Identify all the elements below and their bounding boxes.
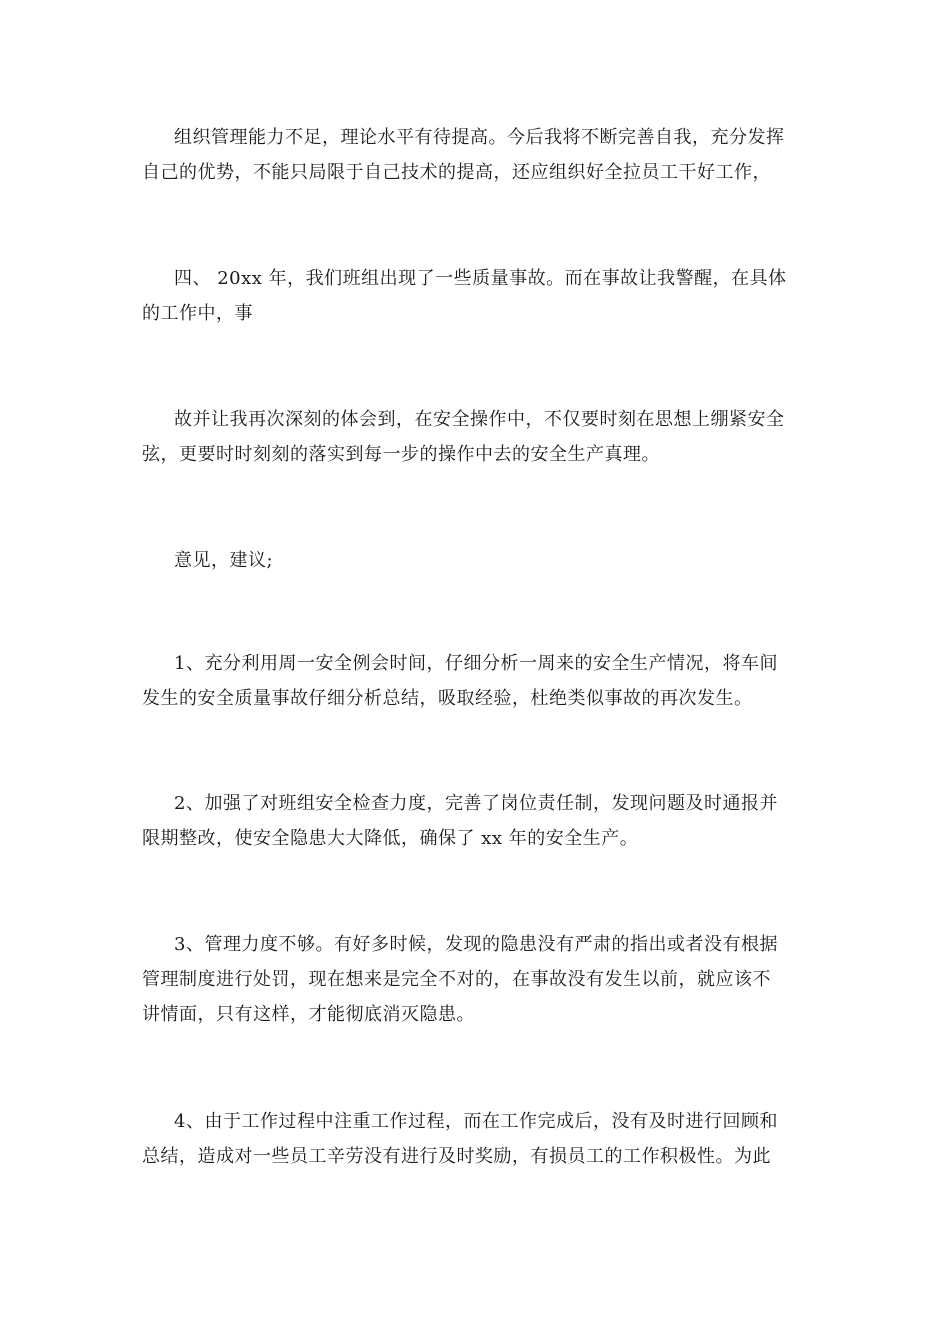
paragraph-item-4 — [142, 1104, 810, 1174]
text-line: 总结，造成对一些员工辛劳没有进行及时奖励，有损员工的工作积极性。为此 — [142, 1146, 771, 1167]
paragraph-item-2 — [142, 786, 810, 856]
text-line: 四、 20xx 年，我们班组出现了一些质量事故。而在事故让我警醒，在具体 — [174, 268, 787, 289]
text-line: 的工作中，事 — [142, 303, 253, 324]
text-line: 意见，建议; — [174, 550, 274, 571]
text-line: 管理制度进行处罚，现在想来是完全不对的，在事故没有发生以前，就应该不 — [142, 969, 771, 990]
text-line: 限期整改，使安全隐患大大降低，确保了 xx 年的安全生产。 — [142, 828, 639, 849]
text-line: 弦，更要时时刻刻的落实到每一步的操作中去的安全生产真理。 — [142, 444, 660, 465]
paragraph-management-ability — [142, 120, 810, 190]
paragraph-accident-lesson — [142, 402, 810, 472]
text-line: 3、管理力度不够。有好多时候，发现的隐患没有严肃的指出或者没有根据 — [174, 934, 778, 955]
text-line: 故并让我再次深刻的体会到，在安全操作中，不仅要时刻在思想上绷紧安全 — [174, 409, 785, 430]
text-line: 组织管理能力不足，理论水平有待提高。今后我将不断完善自我，充分发挥 — [174, 127, 785, 148]
paragraph-item-1 — [142, 646, 810, 716]
text-line: 讲情面，只有这样，才能彻底消灭隐患。 — [142, 1004, 475, 1025]
text-line: 发生的安全质量事故仔细分析总结，吸取经验，杜绝类似事故的再次发生。 — [142, 688, 753, 709]
paragraph-item-3 — [142, 927, 810, 1032]
text-line: 2、加强了对班组安全检查力度，完善了岗位责任制，发现问题及时通报并 — [174, 793, 778, 814]
text-line: 4、由于工作过程中注重工作过程，而在工作完成后，没有及时进行回顾和 — [174, 1111, 778, 1132]
paragraph-section-four — [142, 261, 810, 331]
paragraph-suggestions-heading — [142, 543, 810, 578]
text-line: 自己的优势，不能只局限于自己技术的提高，还应组织好全拉员工干好工作， — [142, 162, 771, 183]
text-line: 1、充分利用周一安全例会时间，仔细分析一周来的安全生产情况，将车间 — [174, 653, 778, 674]
